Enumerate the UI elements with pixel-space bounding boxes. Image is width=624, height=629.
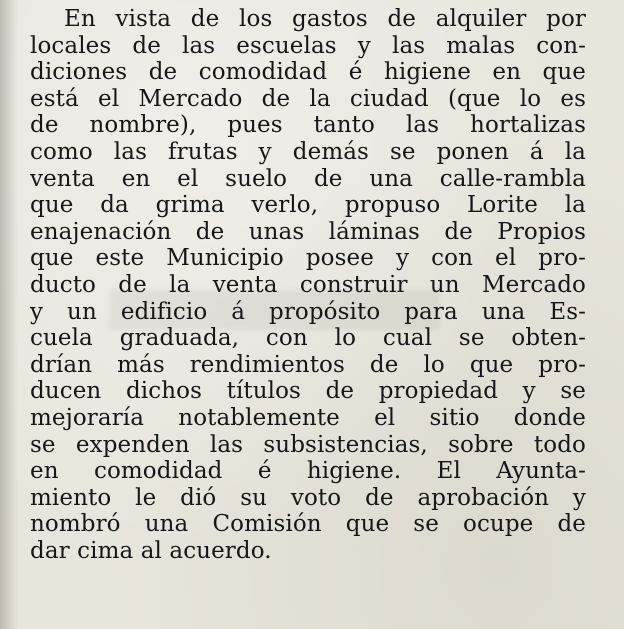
- text-line: de nombre), pues tanto las hortalizas: [30, 112, 586, 139]
- text-line: en comodidad é higiene. El Ayunta-: [30, 458, 586, 485]
- text-line: se expenden las subsistencias, sobre todo: [30, 431, 586, 458]
- text-line: dar cima al acuerdo.: [30, 537, 272, 564]
- text-line: está el Mercado de la ciudad (que lo es: [30, 85, 586, 112]
- text-line: cuela graduada, con lo cual se obten-: [30, 325, 586, 352]
- article-paragraph: [30, 6, 586, 564]
- text-line: nombró una Comisión que se ocupe de: [30, 511, 586, 538]
- text-line: diciones de comodidad é higiene en que: [30, 59, 586, 86]
- text-line: como las frutas y demás se ponen á la: [30, 138, 586, 165]
- text-line: En vista de los gastos de alquiler por: [64, 6, 586, 32]
- text-line: que este Municipio posee y con el pro-: [30, 245, 586, 272]
- text-line: ducen dichos títulos de propiedad y se: [30, 378, 586, 405]
- text-line: mejoraría notablemente el sitio donde: [30, 404, 586, 431]
- text-line: y un edificio á propósito para una Es-: [30, 298, 586, 325]
- text-line: miento le dió su voto de aprobación y: [30, 484, 586, 511]
- text-line: drían más rendimientos de lo que pro-: [30, 351, 586, 378]
- text-line: que da grima verlo, propuso Lorite la: [30, 192, 586, 219]
- text-line: enajenación de unas láminas de Propios: [30, 218, 586, 245]
- paper-shadow-edge: [0, 0, 18, 629]
- text-line: ducto de la venta construir un Mercado: [30, 271, 586, 298]
- text-line: venta en el suelo de una calle-rambla: [30, 165, 586, 192]
- text-line: locales de las escuelas y las malas con-: [30, 32, 586, 59]
